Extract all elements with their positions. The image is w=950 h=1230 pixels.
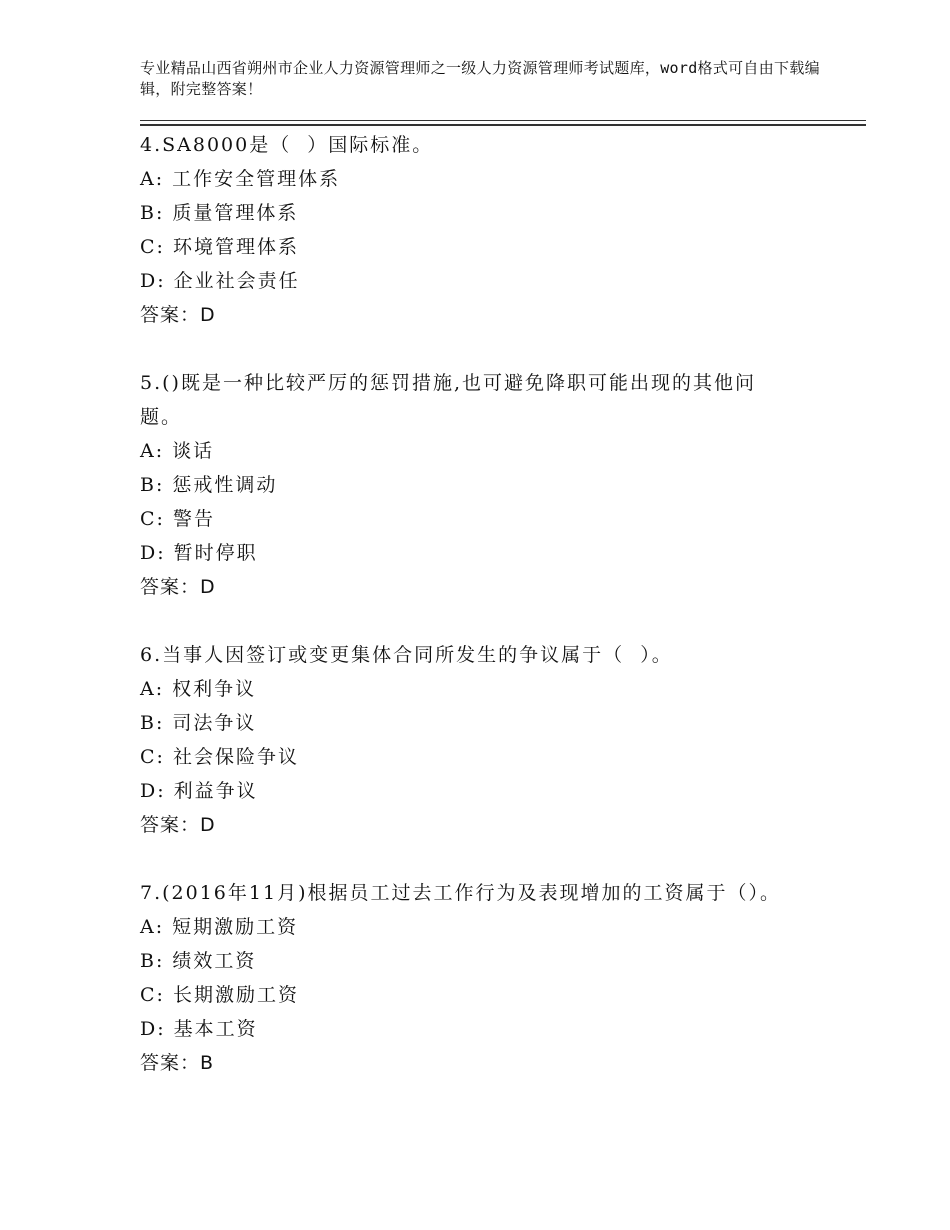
option-c: C: 社会保险争议: [140, 746, 299, 768]
option-a: A: 工作安全管理体系: [140, 168, 341, 190]
option-b: B: 惩戒性调动: [140, 474, 278, 496]
option-b: B: 绩效工资: [140, 950, 257, 972]
question-stem: 5.()既是一种比较严厉的惩罚措施,也可避免降职可能出现的其他问题。: [140, 372, 756, 428]
answer-label: 答案：D: [140, 814, 216, 836]
option-d: D: 利益争议: [140, 780, 258, 802]
question-4: [140, 128, 840, 332]
option-a: A: 谈话: [140, 440, 215, 462]
option-d: D: 基本工资: [140, 1018, 258, 1040]
question-6: [140, 638, 840, 842]
question-stem: 6.当事人因签订或变更集体合同所发生的争议属于（ ）。: [140, 644, 673, 666]
question-stem: 4.SA8000是（ ）国际标准。: [140, 134, 434, 156]
document-header: 专业精品山西省朔州市企业人力资源管理师之一级人力资源管理师考试题库，word格式可自由下载编辑，附完整答案！: [140, 59, 820, 98]
question-list: [140, 128, 840, 1114]
option-d: D: 企业社会责任: [140, 270, 300, 292]
answer-label: 答案：D: [140, 304, 216, 326]
question-5: [140, 366, 840, 604]
header-divider-thin: [140, 120, 866, 121]
answer-label: 答案：B: [140, 1052, 215, 1074]
option-b: B: 质量管理体系: [140, 202, 299, 224]
option-c: C: 长期激励工资: [140, 984, 299, 1006]
header-divider-thick: [140, 124, 866, 126]
option-c: C: 环境管理体系: [140, 236, 299, 258]
answer-label: 答案：D: [140, 576, 216, 598]
question-7: [140, 876, 840, 1080]
option-a: A: 权利争议: [140, 678, 257, 700]
option-b: B: 司法争议: [140, 712, 257, 734]
question-stem: 7.(2016年11月)根据员工过去工作行为及表现增加的工资属于（）。: [140, 882, 781, 904]
option-a: A: 短期激励工资: [140, 916, 299, 938]
option-c: C: 警告: [140, 508, 215, 530]
option-d: D: 暂时停职: [140, 542, 258, 564]
